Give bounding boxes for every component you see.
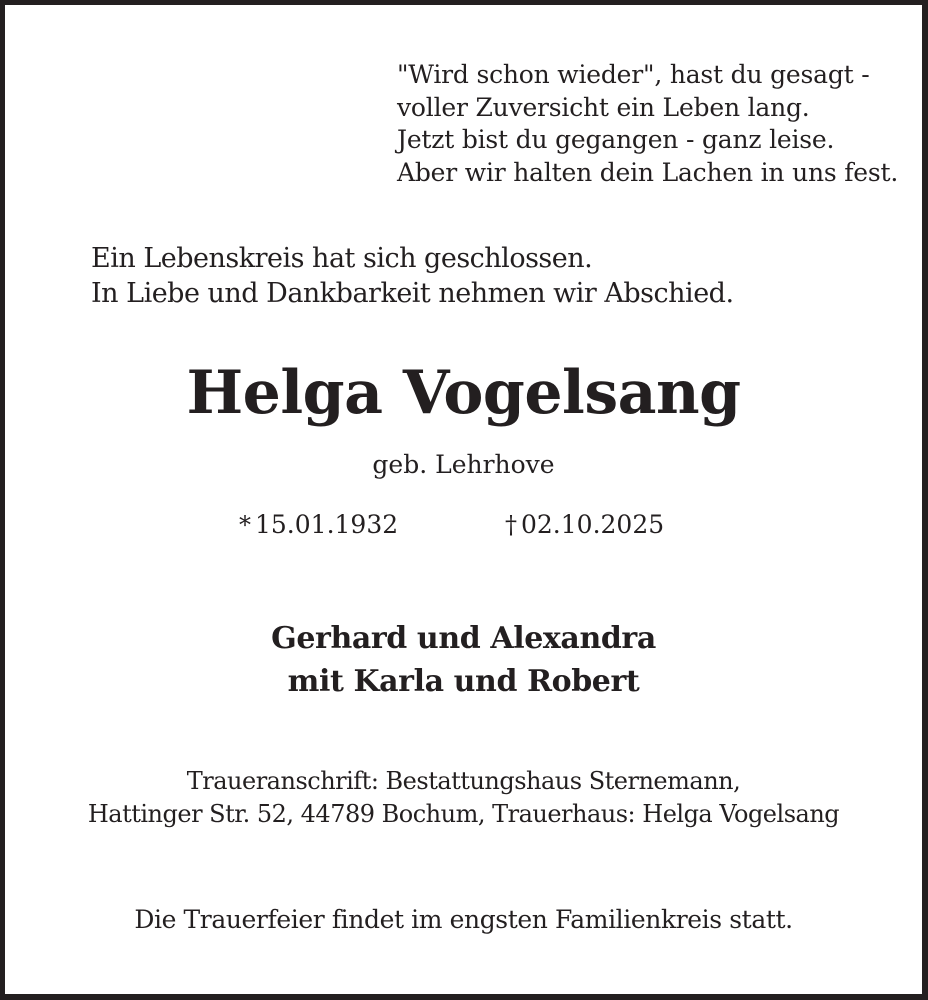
birth-date-group — [239, 507, 398, 543]
poem-verse — [397, 59, 898, 189]
poem-line: Jetzt bist du gegangen - ganz leise. — [397, 125, 835, 154]
poem-line: Aber wir halten dein Lachen in uns fest. — [397, 157, 899, 187]
birth-star-icon: * — [239, 511, 251, 539]
death-date-group — [505, 507, 664, 543]
intro-text — [91, 241, 734, 311]
address-line: Hattinger Str. 52, 44789 Bochum, Trauerhaus: Helga Vogelsang — [87, 800, 840, 828]
ceremony-note: Die Trauerfeier findet im engsten Familienkreis statt. — [134, 905, 793, 934]
maiden-name: geb. Lehrhove — [372, 450, 555, 479]
family-line: Gerhard und Alexandra — [271, 621, 656, 656]
family-line: mit Karla und Robert — [287, 664, 640, 699]
birth-date: 15.01.1932 — [255, 510, 399, 539]
mourning-address — [5, 765, 922, 831]
family-signatories — [5, 617, 922, 703]
life-dates — [5, 507, 928, 543]
intro-line: In Liebe und Dankbarkeit nehmen wir Abschied. — [91, 278, 734, 309]
address-line: Traueranschrift: Bestattungshaus Sternemann, — [186, 767, 741, 795]
poem-line: voller Zuversicht ein Leben lang. — [397, 92, 810, 122]
intro-line: Ein Lebenskreis hat sich geschlossen. — [91, 243, 593, 274]
deceased-name: Helga Vogelsang — [186, 358, 741, 428]
death-cross-icon: † — [505, 511, 517, 539]
poem-line: "Wird schon wieder", hast du gesagt - — [397, 60, 870, 89]
death-date: 02.10.2025 — [521, 510, 665, 539]
